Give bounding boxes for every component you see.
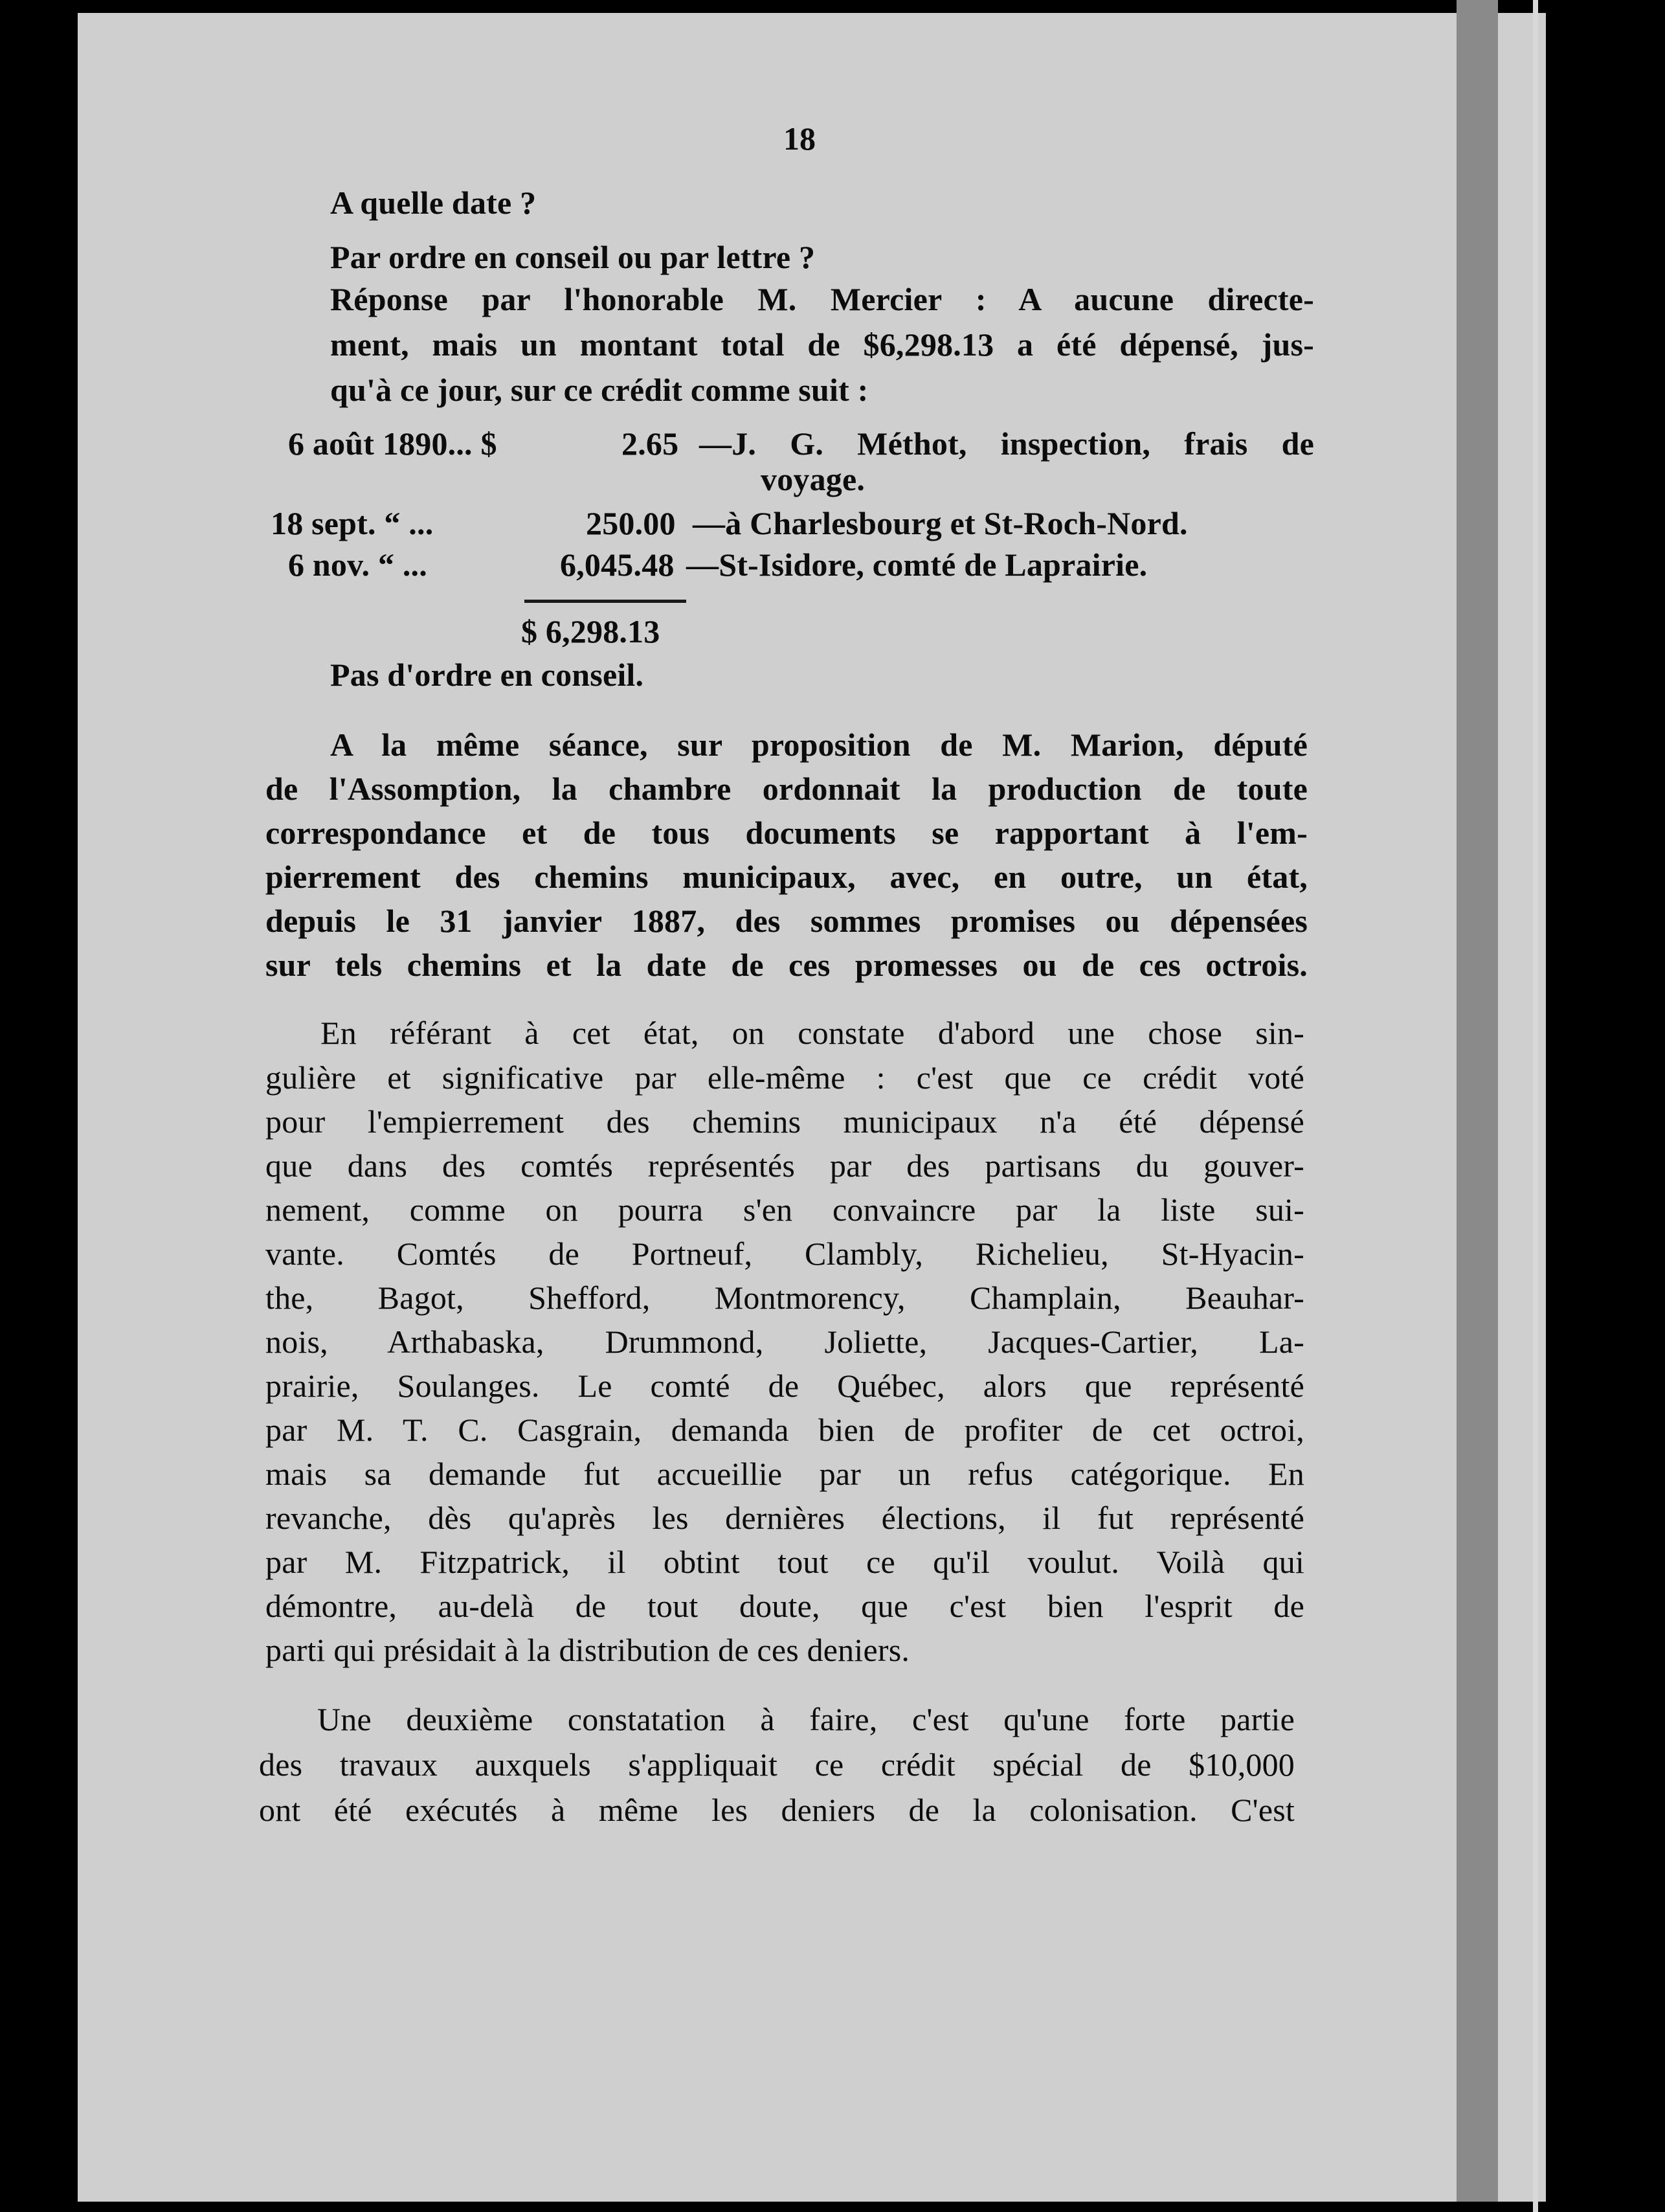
paragraph-line: revanche, dès qu'après les dernières élections, il fut représenté (265, 1500, 1304, 1536)
paragraph-line: de l'Assomption, la chambre ordonnait la production de toute (265, 771, 1308, 807)
paragraph-line: nois, Arthabaska, Drummond, Joliette, Jacques-Cartier, La- (265, 1324, 1304, 1360)
total-rule (524, 600, 686, 603)
paragraph-line: A la même séance, sur proposition de M. Marion, député (330, 727, 1308, 763)
paragraph-line: démontre, au-delà de tout doute, que c'est bien l'esprit de (265, 1588, 1304, 1624)
paragraph-line: the, Bagot, Shefford, Montmorency, Champlain, Beauhar- (265, 1280, 1304, 1316)
paragraph-line: correspondance et de tous documents se rapportant à l'em- (265, 815, 1308, 851)
paragraph-line: pour l'empierrement des chemins municipaux n'a été dépensé (265, 1103, 1304, 1140)
paragraph-line: nement, comme on pourra s'en convaincre par la liste sui- (265, 1191, 1304, 1228)
expense-description: —St-Isidore, comté de Laprairie. (686, 547, 1148, 583)
paragraph-line: gulière et significative par elle-même : c'est que ce crédit voté (265, 1059, 1304, 1096)
paragraph-line: par M. T. C. Casgrain, demanda bien de profiter de cet octroi, (265, 1412, 1304, 1448)
paragraph-line: ont été exécutés à même les deniers de la colonisation. C'est (259, 1792, 1295, 1828)
expense-date: 18 sept. “ ... (271, 505, 434, 541)
paragraph-line: par M. Fitzpatrick, il obtint tout ce qu'il voulut. Voilà qui (265, 1544, 1304, 1580)
question-line: Par ordre en conseil ou par lettre ? (330, 239, 816, 275)
expense-description-cont: voyage. (761, 461, 866, 497)
expense-date: 6 août 1890... $ (288, 425, 497, 462)
expense-amount: 6,045.48 (560, 547, 675, 583)
paragraph-line: prairie, Soulanges. Le comté de Québec, alors que représenté (265, 1368, 1304, 1404)
expense-description: —à Charlesbourg et St-Roch-Nord. (693, 505, 1188, 541)
paragraph-line: En référant à cet état, on constate d'abord une chose sin- (320, 1015, 1304, 1051)
paragraph-line: pierrement des chemins municipaux, avec, en outre, un état, (265, 859, 1308, 895)
page-number: 18 (783, 120, 816, 157)
expense-amount: 250.00 (586, 505, 676, 541)
paragraph-line: vante. Comtés de Portneuf, Clambly, Richelieu, St-Hyacin- (265, 1236, 1304, 1272)
expense-description: —J. G. Méthot, inspection, frais de (699, 425, 1314, 462)
paragraph-line: que dans des comtés représentés par des partisans du gouver- (265, 1147, 1304, 1184)
question-line: A quelle date ? (330, 185, 537, 221)
expense-total: $ 6,298.13 (521, 613, 660, 649)
reply-line: qu'à ce jour, sur ce crédit comme suit : (330, 372, 869, 408)
expense-date: 6 nov. “ ... (288, 547, 427, 583)
paragraph-line: parti qui présidait à la distribution de ces deniers. (265, 1632, 910, 1668)
paragraph-line: Une deuxième constatation à faire, c'est qu'une forte partie (317, 1701, 1295, 1737)
reply-line: ment, mais un montant total de $6,298.13 a été dépensé, jus- (330, 326, 1314, 363)
no-order-note: Pas d'ordre en conseil. (330, 657, 644, 693)
paragraph-line: depuis le 31 janvier 1887, des sommes promises ou dépensées (265, 903, 1308, 939)
reply-line: Réponse par l'honorable M. Mercier : A aucune directe- (330, 281, 1314, 317)
expense-amount: 2.65 (621, 425, 679, 462)
paragraph-line: des travaux auxquels s'appliquait ce crédit spécial de $10,000 (259, 1746, 1295, 1783)
paragraph-line: sur tels chemins et la date de ces promesses ou de ces octrois. (265, 947, 1308, 983)
paragraph-line: mais sa demande fut accueillie par un refus catégorique. En (265, 1456, 1304, 1492)
